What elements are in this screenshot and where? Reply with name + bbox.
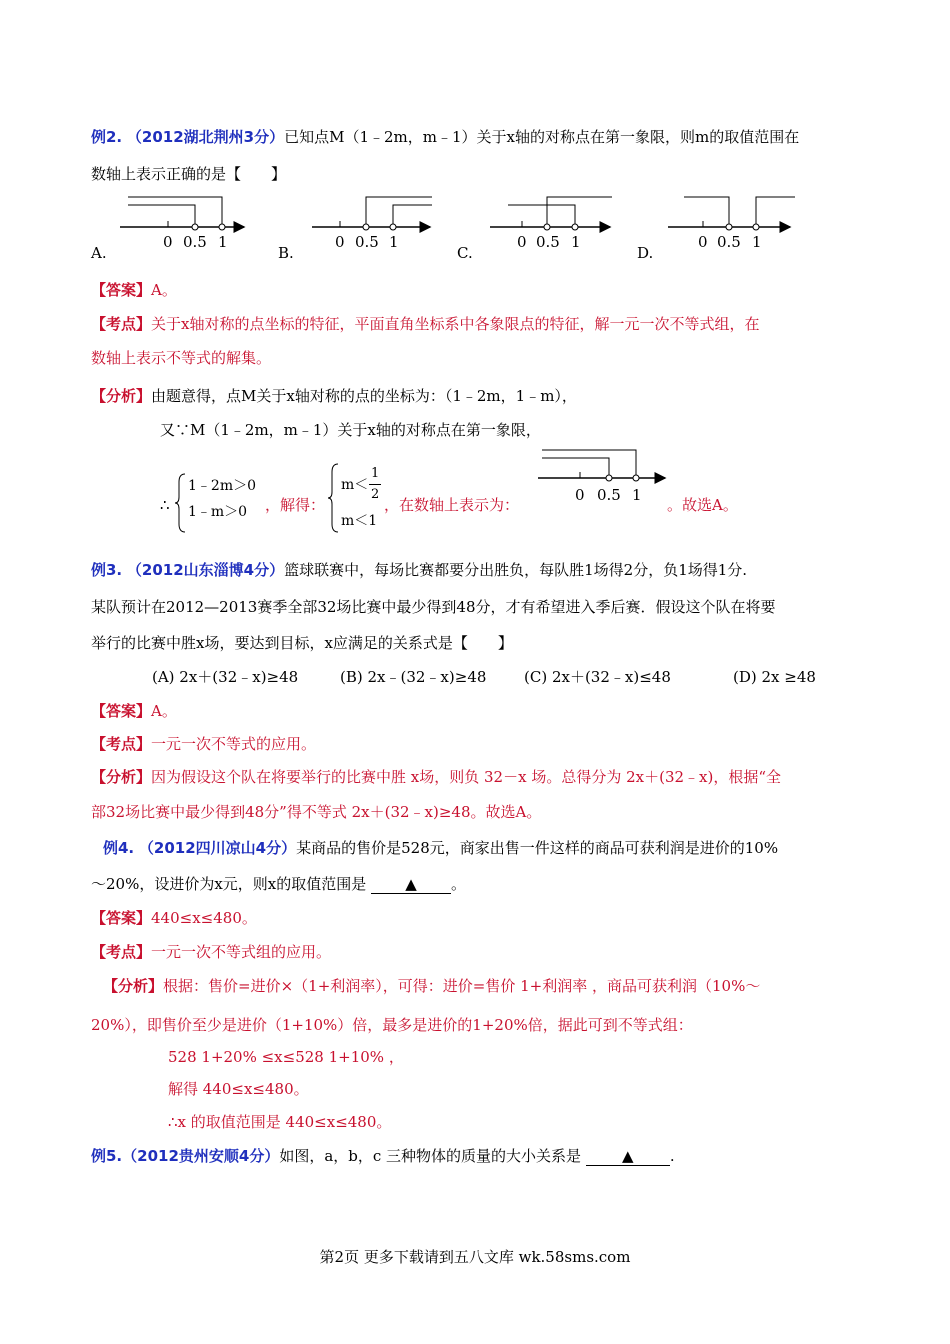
answer-tag: 【答案】 [91,909,152,927]
ex4-source: （2012四川凉山4分） [138,839,297,857]
ex2-option-b-label[interactable]: B. [278,244,294,262]
ex4-question-end: 。 [451,875,467,893]
fraction-bar [369,484,381,485]
ex4-step3: ∴x 的取值范围是 440≤x≤480。 [168,1113,392,1131]
brace-left-1 [175,472,187,534]
analysis-text1: 根据：售价=进价×（1+利润率），可得：进价=售价 1+利润率 ，商品可获利润（10%～ [163,977,761,995]
point-tag: 【考点】 [91,943,152,961]
point-text2: 数轴上表示不等式的解集。 [91,349,272,367]
ex3-source: （2012山东淄博4分） [126,561,285,579]
ex3-analysis-line1 [91,767,781,787]
ex4-answer-blank[interactable]: ▲ [371,875,451,894]
ex4-step1: 528 1+20% ≤x≤528 1+10% ， [168,1048,404,1066]
ex3-point [91,734,316,754]
ex2-option-d-figure[interactable] [668,197,795,251]
system1-row1: 1﹣2m＞0 [188,478,256,494]
ex2-tick-05: 0.5 [355,233,379,251]
ex3-choice-c[interactable]: (C) 2x＋(32﹣x)≤48 [524,668,671,686]
ex4-analysis-line2 [91,1015,693,1035]
ex3-choice-b[interactable]: (B) 2x﹣(32﹣x)≥48 [340,668,487,686]
ex4-step2: 解得 440≤x≤480。 [168,1080,309,1098]
ex2-source: （2012湖北荆州3分） [126,128,285,146]
ex4-label: 例4. [103,839,135,857]
ex2-tick-05: 0.5 [536,233,560,251]
ex3-choice-d[interactable]: (D) 2x ≥48 [733,668,816,686]
ex2-question-line2 [91,164,286,184]
ex5-answer-blank[interactable]: ▲ [586,1147,670,1166]
page-footer: 第2页 更多下载请到五八文库 wk.58sms.com [319,1248,631,1266]
ex4-question-text1: 某商品的售价是528元，商家出售一件这样的商品可获利润是进价的10% [296,839,779,857]
ex2-option-b-figure[interactable] [312,197,432,251]
ex2-analysis-line1 [91,386,577,406]
ex3-choice-a[interactable]: (A) 2x＋(32﹣x)≥48 [152,668,299,686]
analysis-tag: 【分析】 [103,977,164,995]
ex2-analysis-line2: 又∵M（1﹣2m，m﹣1）关于x轴的对称点在第一象限， [160,421,541,439]
ex2-tick-05: 0.5 [717,233,741,251]
analysis-tag: 【分析】 [91,387,152,405]
brace-left-2 [328,462,340,534]
ex2-tick-1: 1 [389,233,399,251]
ex3-analysis-line2 [91,802,541,822]
ex2-tick-0: 0 [335,233,345,251]
ex2-option-a-figure[interactable] [120,197,244,251]
ex3-question-line1 [91,560,747,580]
ex2-question-text1: 已知点M（1﹣2m，m﹣1）关于x轴的对称点在第一象限，则m的取值范围在 [284,128,800,146]
ex2-tick-1: 1 [571,233,581,251]
ex4-point [91,942,331,962]
point-text1: 关于x轴对称的点坐标的特征，平面直角坐标系中各象限点的特征，解一元一次不等式组，在 [151,315,760,333]
system2-row1-left: m＜ [341,477,369,493]
ex4-question-text2: ～20%，设进价为x元，则x的取值范围是 [91,875,367,893]
ex2-point-line2 [91,348,271,368]
ex2-option-d-label[interactable]: D. [637,244,654,262]
fraction-denominator: 2 [371,487,380,502]
ex5-source: （2012贵州安顺4分） [122,1147,280,1165]
ex5-question-text1: 如图，a，b，c 三种物体的质量的大小关系是 [279,1147,582,1165]
analysis-text2: 20%），即售价至少是进价（1+10%）倍，最多是进价的1+20%倍，据此可到不等式组： [91,1016,693,1034]
ex3-question-text1: 篮球联赛中，每场比赛都要分出胜负，每队胜1场得2分，负1场得1分. [284,561,748,579]
analysis-text2: 部32场比赛中最少得到48分”得不等式 2x＋(32﹣x)≥48。故选A。 [91,803,542,821]
fraction-numerator: 1 [371,466,380,481]
ex2-tick-05: 0.5 [183,233,207,251]
ex2-tick-1: 1 [752,233,762,251]
system2-row2: m＜1 [341,513,378,529]
ex2-option-c-label[interactable]: C. [457,244,473,262]
answer-tag: 【答案】 [91,281,152,299]
ex3-answer [91,701,177,721]
ex5-label: 例5. [91,1147,123,1165]
point-text: 一元一次不等式的应用。 [151,735,317,753]
ex2-question-text2: 数轴上表示正确的是【 】 [91,165,287,183]
system1-row2: 1﹣m＞0 [188,504,248,520]
solved-text: ，解得： [265,496,326,514]
ex3-label: 例3. [91,561,123,579]
answer-text: A。 [151,281,177,299]
ex5-question-end: . [669,1147,675,1165]
ex4-question-line2 [91,874,466,894]
solution-tick-1: 1 [632,486,642,504]
conclusion-text: 。故选A。 [667,496,738,514]
analysis-text1: 由题意得，点M关于x轴对称的点的坐标为：（1﹣2m，1﹣m）， [151,387,577,405]
answer-text: A。 [151,702,177,720]
solution-tick-05: 0.5 [597,486,621,504]
answer-tag: 【答案】 [91,702,152,720]
ex2-label: 例2. [91,128,123,146]
ex2-option-c-figure[interactable] [490,197,612,251]
point-text: 一元一次不等式组的应用。 [151,943,332,961]
ex2-question-line1 [91,127,799,147]
ex4-answer [91,908,257,928]
solution-tick-0: 0 [575,486,585,504]
ex2-tick-0: 0 [163,233,173,251]
ex2-point-line1 [91,314,759,334]
ex2-tick-0: 0 [517,233,527,251]
on-axis-text: ，在数轴上表示为： [384,496,520,514]
ex4-analysis-line1 [103,976,760,996]
ex3-question-line3: 举行的比赛中胜x场，要达到目标，x应满足的关系式是【 】 [91,634,513,652]
ex2-options-figures [0,185,950,265]
ex2-answer [91,280,177,300]
analysis-text1: 因为假设这个队在将要举行的比赛中胜 x场，则负 32－x 场。总得分为 2x＋(32﹣x)，根据“全 [151,768,782,786]
therefore-symbol: ∴ [160,496,170,514]
ex5-question-line1 [91,1146,675,1166]
answer-text: 440≤x≤480。 [151,909,257,927]
ex2-tick-1: 1 [218,233,228,251]
analysis-tag: 【分析】 [91,768,152,786]
ex2-tick-0: 0 [698,233,708,251]
point-tag: 【考点】 [91,315,152,333]
ex3-question-line2: 某队预计在2012—2013赛季全部32场比赛中最少得到48分，才有希望进入季后赛．假设这个队在将要 [91,598,776,616]
point-tag: 【考点】 [91,735,152,753]
ex4-question-line1 [103,838,778,858]
solution-number-line [530,446,680,516]
ex2-option-a-label[interactable]: A. [91,244,107,262]
